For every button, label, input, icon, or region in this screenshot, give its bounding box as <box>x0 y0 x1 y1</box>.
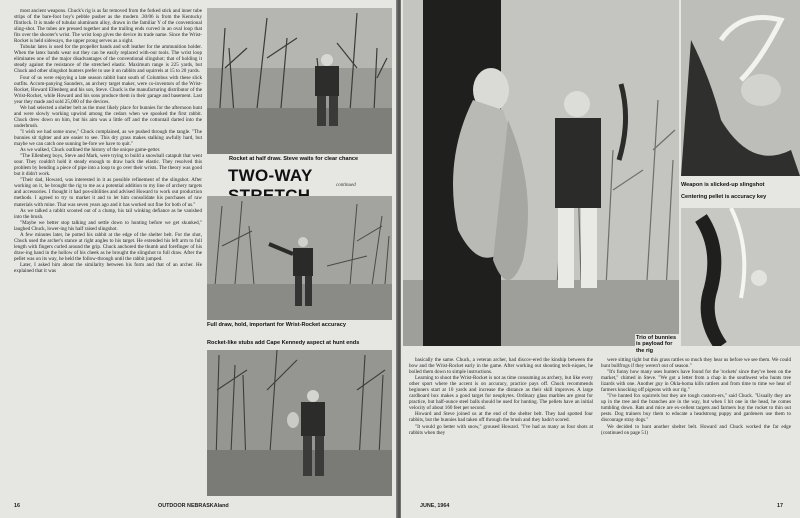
photo-hunter-rabbits <box>403 0 679 346</box>
paragraph: "It's funny how many uses hunters have found for the 'rockets' since they've been on the market," chimed in Steve. "We got a letter from a chap in the southwest who hunts tree lizards with one. Another guy in Okla-homa kills rattlers and from time to time we hear of farmers knocking off pigeons with our rig." <box>601 369 791 394</box>
left-page-number: 16 <box>14 503 20 509</box>
paragraph: As we talked a rabbit scooted out of a clump, his tail winking defiance as he vanished into the brush. <box>14 207 202 220</box>
full-draw-image <box>207 196 392 320</box>
right-page-number: 17 <box>777 503 783 509</box>
photo-weapon <box>681 0 800 176</box>
article-title-continued: continued <box>336 183 356 188</box>
paragraph: As we walked, Chuck outlined the history of the unique game-getter. <box>20 147 161 154</box>
half-draw-image <box>207 8 392 154</box>
text-column-3 <box>409 357 593 497</box>
paragraph: Learning to shoot the Wrist-Rocket is not as time consuming as archery, but like every other sport where the accent is on accuracy, practice pays off. Chuck recommends beginners start at 10 yards and increase the distance as their skill improves. A large cardboard box makes a good target for neophytes. Ordinary glass marbles are great for practice, but half-ounce steel balls should be used for hunting. The pellets have an initial velocity of about 160 feet per second. <box>409 375 593 412</box>
right-page <box>401 0 800 518</box>
paragraph: We had selected a shelter belt as the most likely place for bunnies for the afternoon hunt and were slowly working upwind among the cedars when we spooked the first rabbit. Chuck drew down on him, but his aim was a little off and the cottontail darted into the underbrush. <box>14 104 202 129</box>
text-column-1 <box>14 8 202 496</box>
paragraph: "Their dad, Howard, was interested in it as possible refinement of the slingshot. After working on it, he brought the rig to me as a potential addition to my line of archery targets and accessories. I thought it had pos-sibilities and advised Howard to work out production methods. I agreed to try to market it and to let him consolidate his purchases of raw materials with mine. That was seven years ago and it has worked out fine for both of us." <box>14 177 202 208</box>
paragraph: A few minutes later, he potted his rabbit at the edge of the shelter belt. For the shot, Chuck used the archer's stance at right angles to his target. He extended his left arm to full length with fingers curled around the grip. Chuck anchored the thumb and forefinger of his draw-ing hand in the hollow of his cheek as he brought the slingshot to full draw. After the pellet was on its way, he held the follow-through until the rabbit jumped. <box>14 231 202 262</box>
paragraph: We decided to hunt another shelter belt. Howard and Chuck worked the far edge (continued on page 51) <box>601 423 791 436</box>
right-date: JUNE, 1964 <box>420 503 450 509</box>
paragraph: "The Ellenberg boys, Steve and Mark, were trying to build a snowball catapult that went sour. They couldn't hold it steady enough to draw back the elastic. They resolved this problem by bending a piece of pipe into a loop to go over their wrists. The theory was good but it didn't work. <box>14 153 202 178</box>
caption-trio: Trio of bunnies is payload for the rig <box>635 334 681 355</box>
caption-pellet: Centering pellet is accuracy key <box>681 194 767 200</box>
paragraph: Howard and Steve joined us at the end of the shelter belt. They had spotted four rabbits, but the bunnies had taken off through the brush and they hadn't scored. <box>409 411 593 424</box>
caption-full-draw: Full draw, hold, important for Wrist-Rocket accuracy <box>207 322 346 328</box>
paragraph: "I wish we had some snow," Chuck complained, as we pushed through the tangle. "The bunnies sit tighter and are easier to see. This dry grass makes stalking awfully hard, but maybe we can catch one sunning be-fore we have to quit." <box>14 128 202 148</box>
paragraph: were sitting tight but this grass rattles so much they hear us before we see them. We could hunt bullfrogs if they weren't out of season." <box>601 357 791 370</box>
caption-weapon: Weapon is slicked-up slingshot <box>681 182 765 188</box>
paragraph: most ancient weapons. Chuck's rig is as far removed from the forked stick and inner tube strips of the bare-foot boy's pebble pusher as the modern .30/06 is from the Kentucky flintlock. It is made of tubular aluminum alloy, drawn in the familiar Y of the conventional sling-shot. The tubes are pressed together and the trailing ends curved in an oval loop that fits over the shooter's wrist. The wrist loop gives the device its trade name. Since the Wrist-Rocket is held sideways, the upper prong serves as a sight. <box>14 8 202 45</box>
text-column-4 <box>601 357 791 497</box>
kennedy-image <box>207 350 392 496</box>
paragraph: "I've hunted fox squirrels but they are tough custom-ers," said Chuck. "Usually they are up in the tree and the branches are in the way, but when I hit one in the head, he comes tumbling down. Rats and mice are ex-cellent targets and farmers buy the rocket to thin out pests. Dog trainers buy them to educate a headstrong puppy and gardeners use them to discourage stray dogs." <box>601 393 791 424</box>
photo-kennedy <box>207 350 392 496</box>
caption-half-draw: Rocket at half draw. Steve waits for clear chance <box>229 156 359 162</box>
paragraph: basically the same. Chuck, a veteran archer, had discov-ered the kinship between the bow and the Wrist-Rocket early in the game. After working out shooting tech-niques, he boiled them down to simple instructions. <box>409 357 593 376</box>
paragraph: Four of us were enjoying a late season rabbit hunt south of Columbus with these slick outfits. Accom-panying Saunders, an archery target maker, were co-inventors of the Wrist-Rocket, Howard Ellenberg and his son, Steve. Chuck is the manufacturing distributor of the Wrist-Rocket, while Howard and his sons produce them in their garage and basement. Last year they made and sold 25,000 of the devices. <box>14 74 202 105</box>
pellet-image <box>681 208 800 346</box>
weapon-image <box>681 0 800 176</box>
photo-full-draw <box>207 196 392 320</box>
paragraph: "Maybe we better stop talking and settle down to hunting before we get skunked," laughed Chuck, lower-ing his half raised slingshot. <box>14 219 202 232</box>
paragraph: Later, I asked him about the similarity between his form and that of an archer. He explained that it was <box>14 261 202 275</box>
caption-kennedy: Rocket-like stubs add Cape Kennedy aspect at hunt ends <box>207 340 360 346</box>
photo-pellet <box>681 208 800 346</box>
hunter-rabbits-image <box>403 0 679 346</box>
paragraph: "It would go better with snow," groused Howard. "I've had as many as four shots at rabbits when they <box>409 423 593 436</box>
left-magazine-name: OUTDOOR NEBRASKAland <box>158 503 229 509</box>
left-page <box>0 0 397 518</box>
photo-half-draw <box>207 8 392 154</box>
paragraph: Tubular latex is used for the propeller bands and soft leather for the ammunition holder. When the latex bands wear out they can be easily replaced with-out tools. The wrist loop eliminates one of the major disadvantages of the conventional slingshot; that of holding it steady against the resistance of the stretched elastic. Maximum range is 225 yards, but Chuck and other slingshot hunters prefer to use it on rabbits and squirrels at 15 to 20 yards. <box>14 44 202 75</box>
article-title: TWO-WAY <box>228 166 313 185</box>
